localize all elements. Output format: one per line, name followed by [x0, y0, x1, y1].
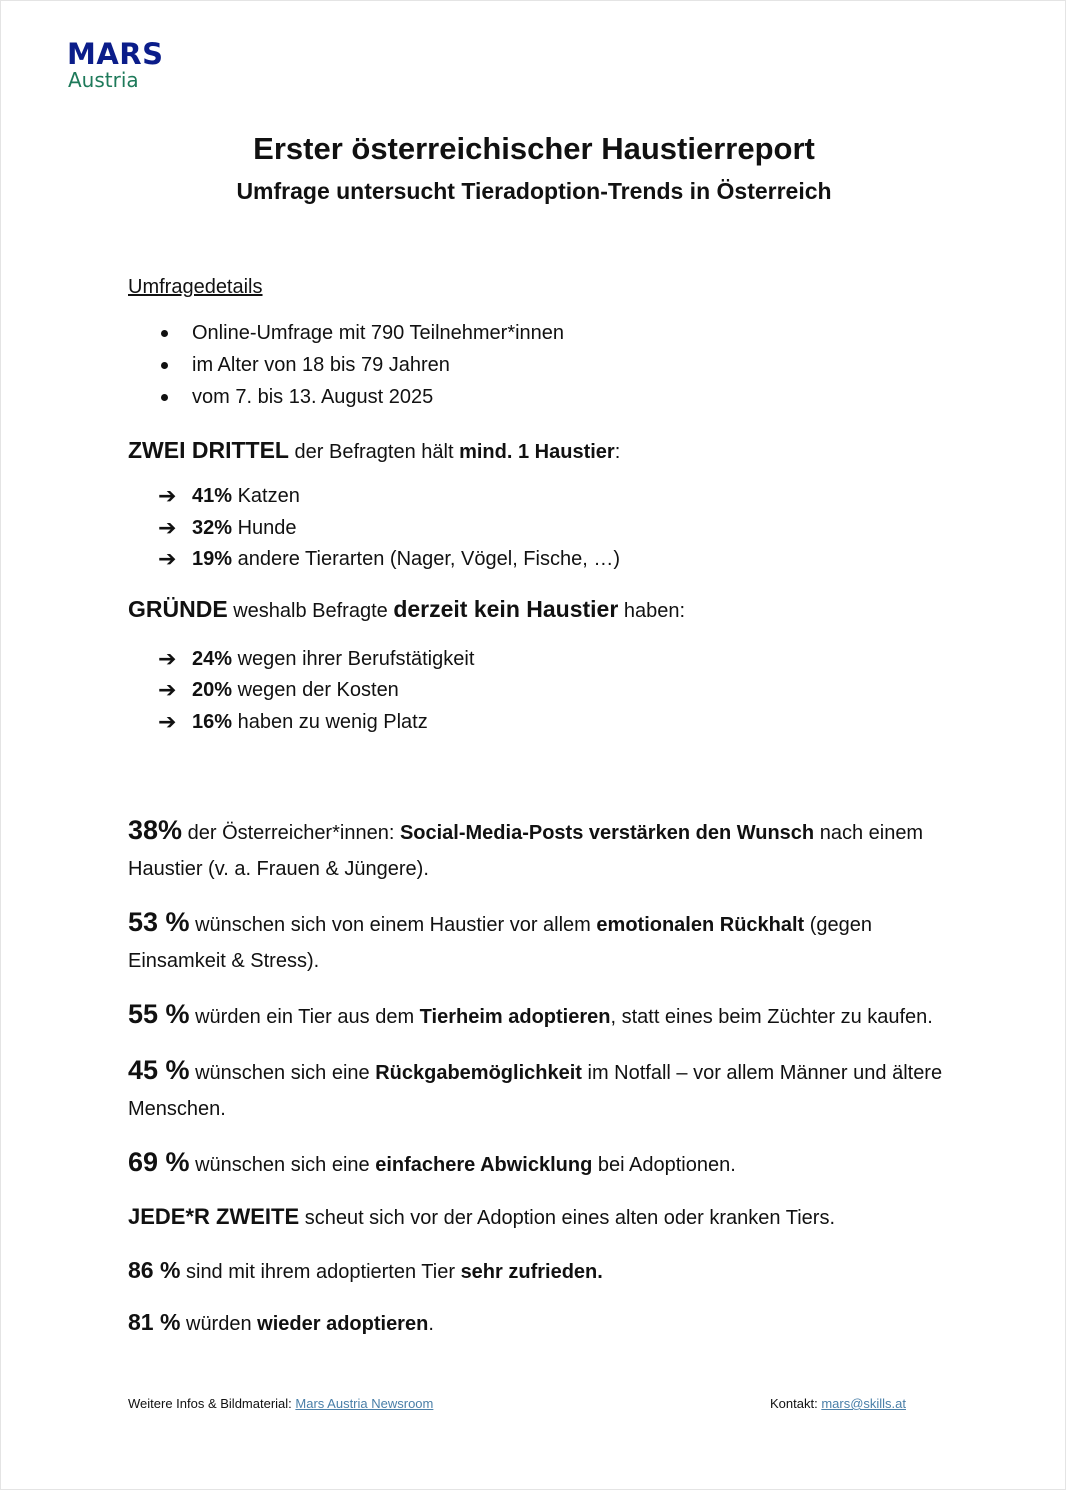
- newsroom-link[interactable]: Mars Austria Newsroom: [295, 1396, 434, 1411]
- reason-item: ➔ 20% wegen der Kosten: [128, 675, 948, 707]
- reasons-list: [128, 644, 948, 739]
- pet-share-item: ➔ 19% andere Tierarten (Nager, Vögel, Fische, …): [128, 544, 948, 576]
- stat-adopt-again: 81 % würden wieder adoptieren.: [128, 1309, 434, 1335]
- reasons-headline: GRÜNDE weshalb Befragte derzeit kein Haustier haben:: [128, 595, 686, 622]
- stat-emotional-support: 53 % wünschen sich von einem Haustier vor allem emotionalen Rückhalt (gegen Einsamkeit & Stress).: [128, 907, 873, 972]
- reason-item: ➔ 16% haben zu wenig Platz: [128, 707, 948, 739]
- survey-details-list: [128, 317, 948, 413]
- page-title: Erster österreichischer Haustierreport: [253, 131, 815, 166]
- logo-brand: MARS: [67, 37, 164, 71]
- report-content: [128, 273, 948, 1342]
- arrow-right-icon: ➔: [158, 547, 177, 572]
- survey-detail-item: vom 7. bis 13. August 2025: [128, 381, 948, 413]
- arrow-right-icon: ➔: [158, 515, 177, 541]
- pet-share-item: ➔ 41% Katzen: [128, 481, 948, 513]
- bullet-dot-icon: [161, 330, 168, 337]
- contact-email-link[interactable]: mars@skills.at: [821, 1396, 907, 1411]
- pet-share-item: ➔ 32% Hunde: [128, 513, 948, 545]
- bullet-dot-icon: [161, 362, 168, 369]
- arrow-right-icon: ➔: [158, 709, 177, 735]
- survey-details-label: Umfragedetails: [128, 276, 263, 298]
- arrow-right-icon: ➔: [158, 646, 177, 672]
- survey-detail-item: Online-Umfrage mit 790 Teilnehmer*innen: [128, 317, 948, 349]
- mars-austria-logo: [67, 39, 164, 91]
- page-subtitle: Umfrage untersucht Tieradoption-Trends in Österreich: [236, 178, 832, 204]
- reason-item: ➔ 24% wegen ihrer Berufstätigkeit: [128, 644, 948, 676]
- stat-return-option: 45 % wünschen sich eine Rückgabemöglichkeit im Notfall – vor allem Männer und ältere Menschen.: [128, 1055, 943, 1120]
- logo-region: Austria: [68, 68, 139, 92]
- arrow-right-icon: ➔: [158, 484, 177, 509]
- stat-simpler-process: 69 % wünschen sich eine einfachere Abwicklung bei Adoptionen.: [128, 1147, 736, 1177]
- footer-info: Weitere Infos & Bildmaterial: Mars Austria Newsroom: [128, 1396, 434, 1411]
- stat-social-media: 38% der Österreicher*innen: Social-Media-Posts verstärken den Wunsch nach einem Haustier (v. a. Frauen & Jüngere).: [128, 815, 924, 880]
- stat-every-second: JEDE*R ZWEITE scheut sich vor der Adoption eines alten oder kranken Tiers.: [128, 1204, 835, 1229]
- arrow-right-icon: ➔: [158, 678, 177, 703]
- pets-headline: ZWEI DRITTEL der Befragten hält mind. 1 Haustier:: [128, 437, 621, 463]
- footer-contact: Kontakt: mars@skills.at: [770, 1396, 907, 1411]
- survey-detail-item: im Alter von 18 bis 79 Jahren: [128, 349, 948, 381]
- stat-satisfied: 86 % sind mit ihrem adoptierten Tier sehr zufrieden.: [128, 1257, 603, 1283]
- bullet-dot-icon: [161, 394, 168, 401]
- stat-shelter-adoption: 55 % würden ein Tier aus dem Tierheim adoptieren, statt eines beim Züchter zu kaufen.: [128, 999, 933, 1029]
- pets-list: [128, 481, 948, 576]
